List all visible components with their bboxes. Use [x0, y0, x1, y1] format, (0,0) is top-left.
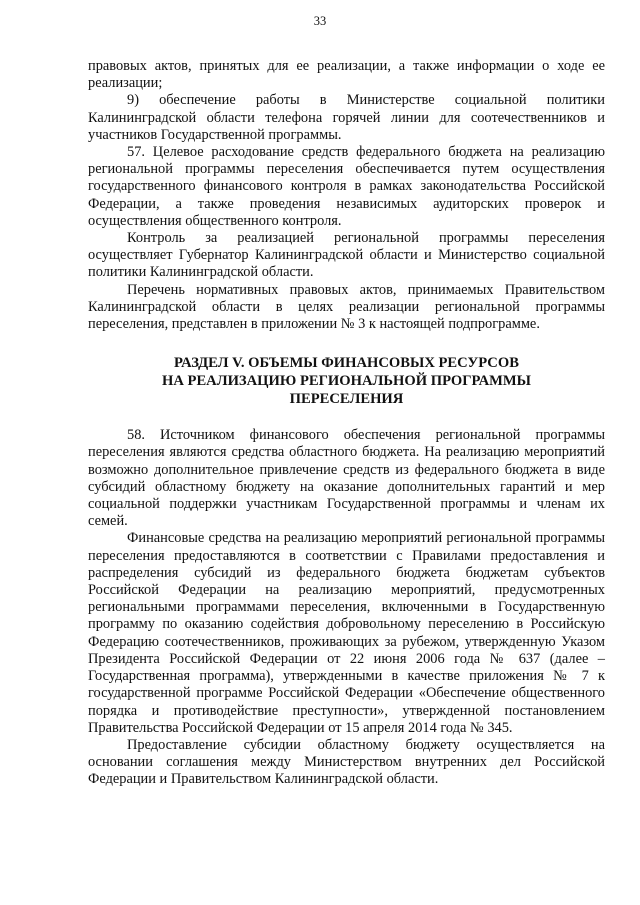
paragraph-control: Контроль за реализацией региональной программы переселения осуществляет Губернатор Калининградской области и Министерство социальной политики Калининградской области. — [88, 230, 605, 281]
document-body — [88, 58, 605, 789]
section-title-line-2: НА РЕАЛИЗАЦИЮ РЕГИОНАЛЬНОЙ ПРОГРАММЫ — [161, 373, 531, 390]
paragraph-subsidy: Предоставление субсидии областному бюджету осуществляется на основании соглашения между Министерством внутренних дел Российской Федерации и Правительством Калининградской области. — [88, 736, 605, 788]
paragraph-legal-acts: Перечень нормативных правовых актов, принимаемых Правительством Калининградской области в целях реализации региональной программы переселения, представлен в приложении № 3 к настоящей подпрограмме. — [88, 281, 605, 333]
section-title — [88, 354, 605, 408]
paragraph-58: 58. Источником финансового обеспечения региональной программы переселения являются средства областного бюджета. На реализацию мероприятий возможно дополнительное привлечение средств из федерального бюджета в виде субсидий областному бюджету на оказание дополнительных гарантий и мер социальной поддержки участникам Государственной программы и членам их семей. — [88, 427, 605, 530]
page-number: 33 — [313, 14, 327, 28]
section-title-line-3: ПЕРЕСЕЛЕНИЯ — [289, 391, 404, 408]
paragraph-57: 57. Целевое расходование средств федерального бюджета на реализацию региональной программы переселения обеспечивается путем осуществления государственного финансового контроля в рамках законодательства Российской Федерации, а также проведения независимых аудиторских проверок и осуществления общественного контроля. — [88, 144, 605, 229]
paragraph-item-9: 9) обеспечение работы в Министерстве социальной политики Калининградской области телефона горячей линии для соотечественников и участников Государственной программы. — [88, 92, 605, 143]
paragraph-financial-means: Финансовые средства на реализацию мероприятий региональной программы переселения предоставляются в соответствии с Правилами предоставления и распределения субсидий из федерального бюджета бюджетам субъектов Российской Федерации на реализацию мероприятий, предусмотренных региональными программами переселения, включенными в Государственную программу по оказанию содействия добровольному переселению в Российскую Федерацию соотечественников, проживающих за рубежом, утвержденную Указом Президента Российской Федерации от 22 июня 2006 года № 637 (далее – Государственная программа), утвержденными в качестве приложения № 7 к государственной программе Российской Федерации «Обеспечение общественного порядка и противодействие преступности», утвержденной постановлением Правительства Российской Федерации от 15 апреля 2014 года № 345. — [88, 530, 605, 736]
paragraph-continuation: правовых актов, принятых для ее реализации, а также информации о ходе ее реализации; — [88, 58, 605, 92]
section-title-line-1: РАЗДЕЛ V. ОБЪЕМЫ ФИНАНСОВЫХ РЕСУРСОВ — [174, 355, 519, 372]
